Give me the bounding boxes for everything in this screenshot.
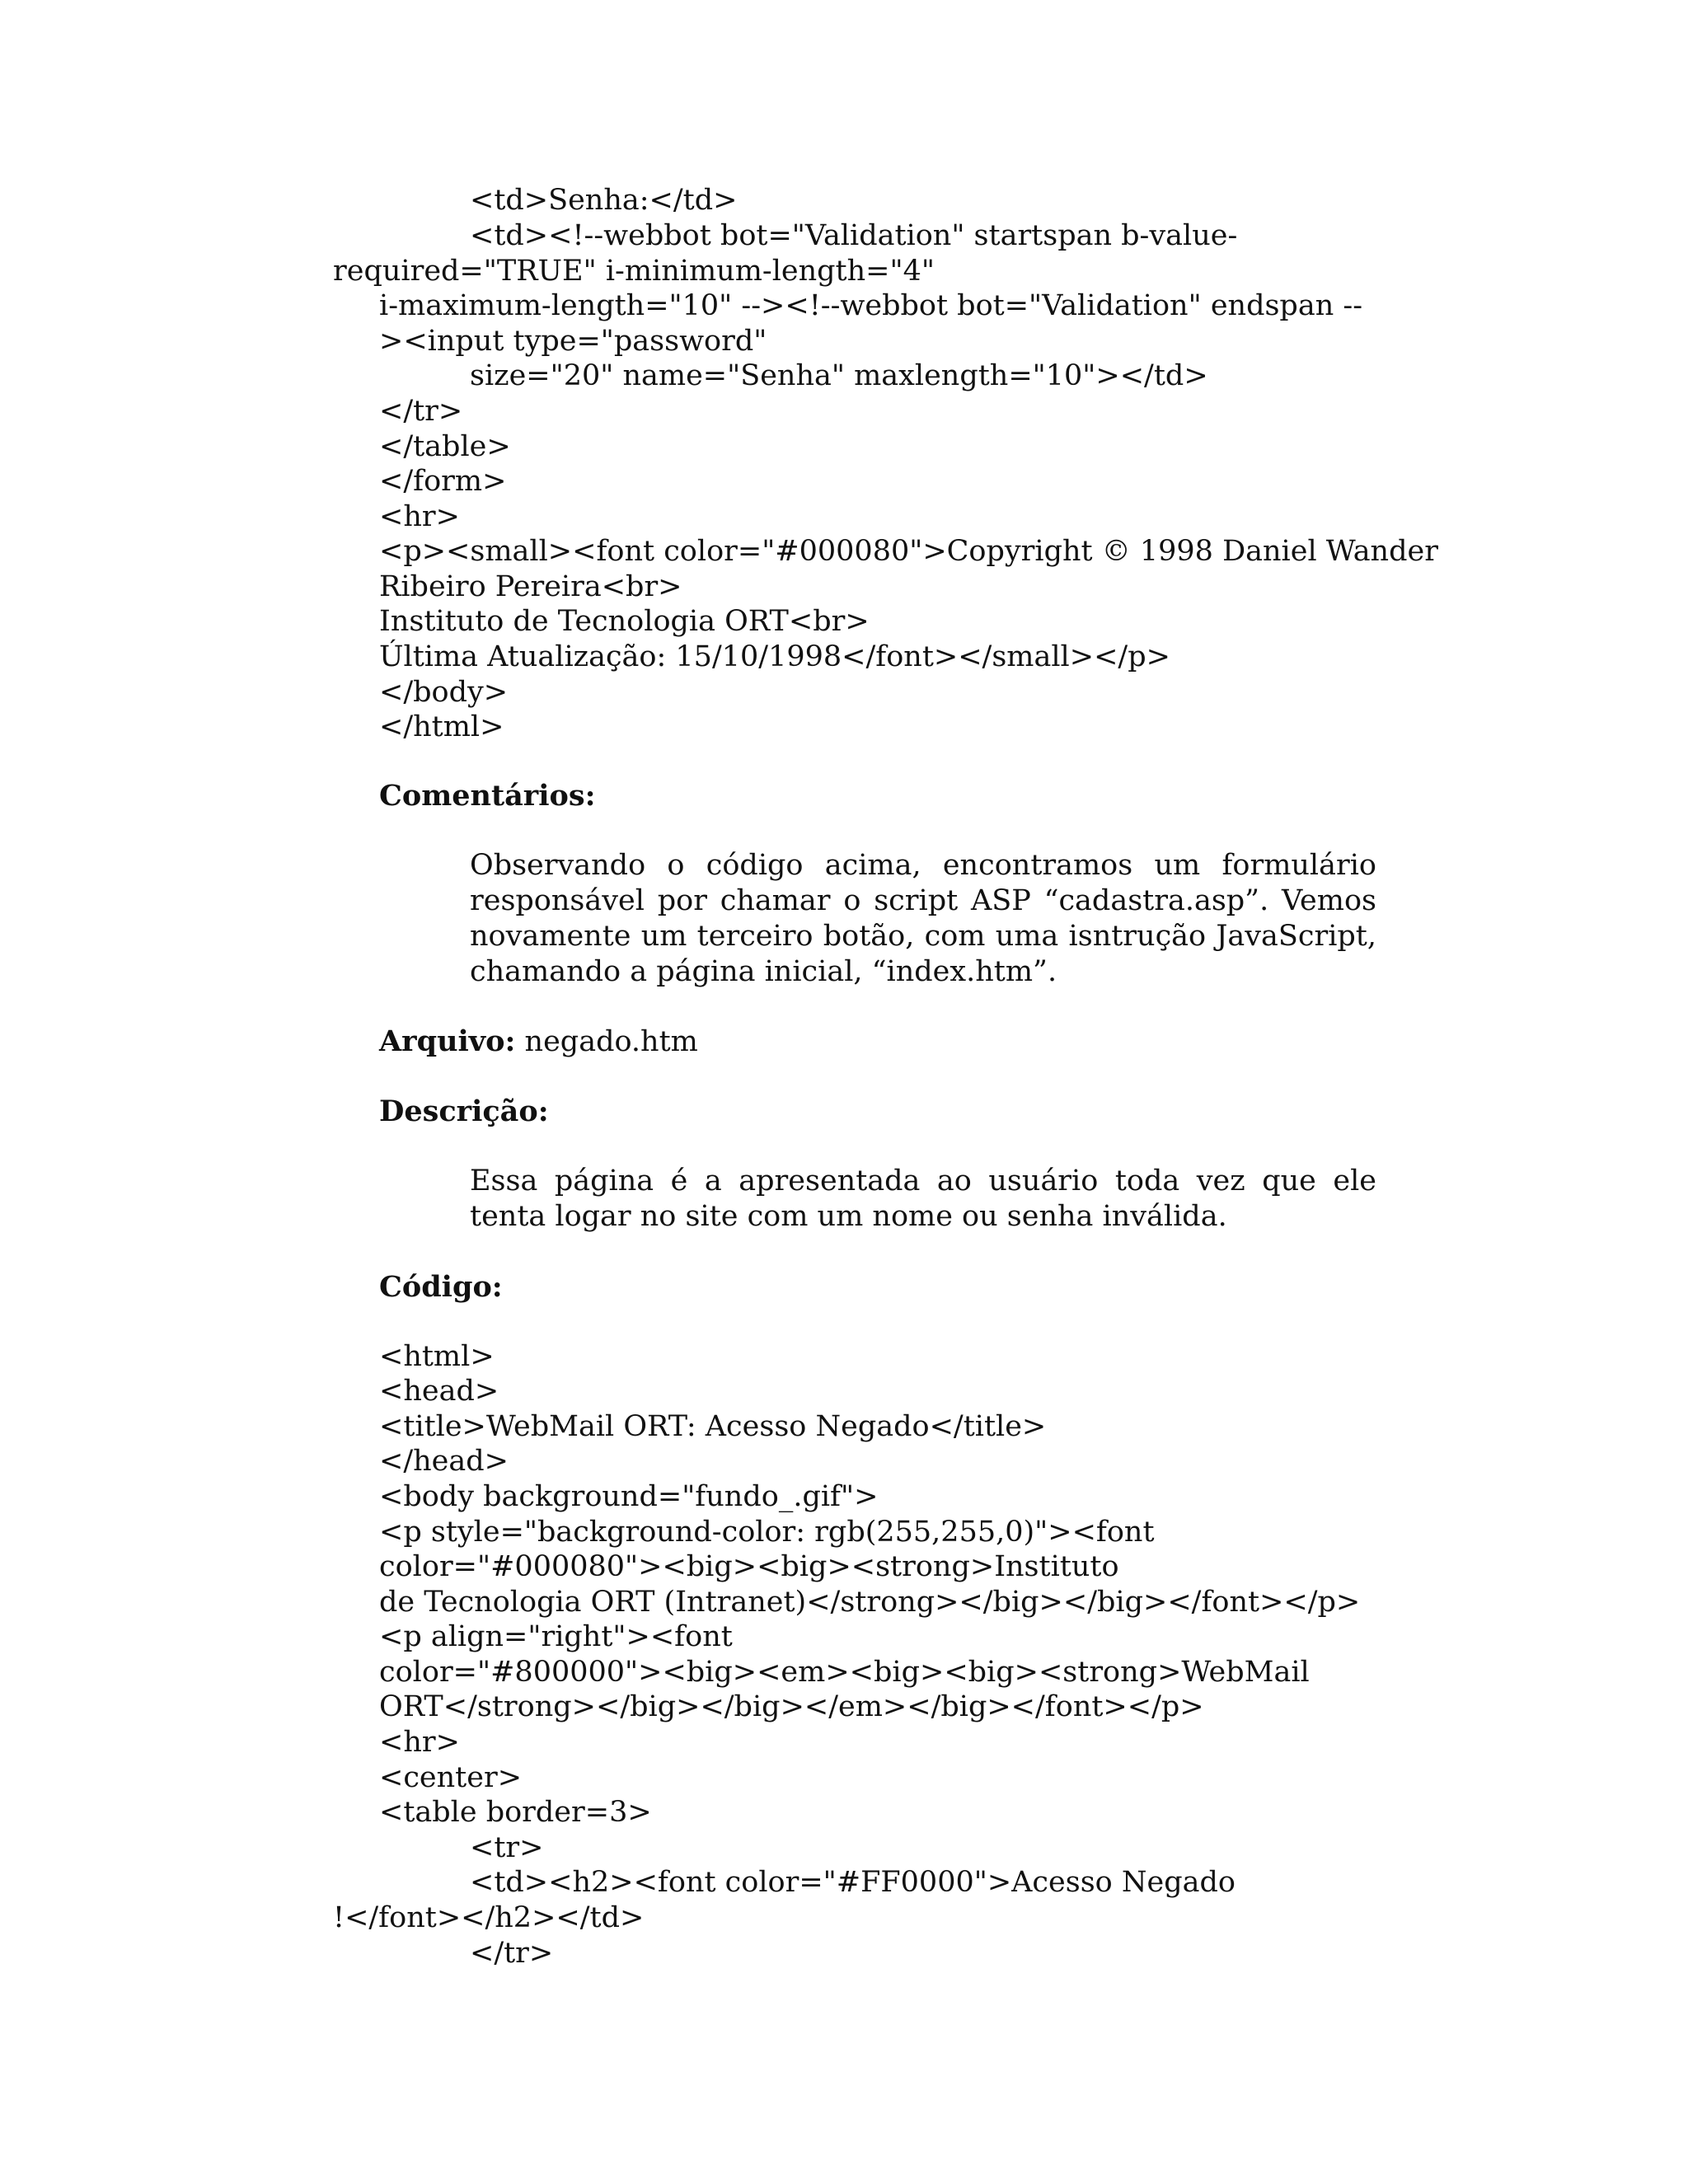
code-line: <table border=3> xyxy=(379,1796,652,1829)
code-line: <hr> xyxy=(379,500,460,533)
comentarios-paragraph: Observando o código acima, encontramos um formulário responsável por chamar o script ASP “cadastra.asp”. Vemos novamente um terceiro botão, com uma isntrução JavaScript, chamando a página inicial, “index.htm”. xyxy=(470,849,1376,988)
code-line: <td><h2><font color="#FF0000">Acesso Negado xyxy=(470,1866,1236,1899)
arquivo-line xyxy=(379,1024,698,1060)
code-line: <hr> xyxy=(379,1726,460,1759)
arquivo-value: negado.htm xyxy=(515,1025,698,1058)
code-line: </table> xyxy=(379,430,511,463)
code-line: <center> xyxy=(379,1761,523,1794)
code-line: color="#000080"><big><big><strong>Instituto xyxy=(379,1550,1119,1583)
code-line: </html> xyxy=(379,710,504,743)
code-line: i-maximum-length="10" --><!--webbot bot="Validation" endspan -- xyxy=(379,289,1363,322)
comentarios-heading: Comentários: xyxy=(379,779,596,813)
code-line: ORT</strong></big></big></em></big></font></p> xyxy=(379,1690,1204,1723)
code-line: </tr> xyxy=(379,395,463,428)
code-line: ><input type="password" xyxy=(379,325,767,358)
arquivo-label: Arquivo: xyxy=(379,1024,516,1058)
code-line: <head> xyxy=(379,1375,499,1408)
code-line: <td><!--webbot bot="Validation" startspan b-value- xyxy=(470,219,1238,252)
code-line: </tr> xyxy=(470,1937,554,1970)
code-line: <title>WebMail ORT: Acesso Negado</title> xyxy=(379,1410,1047,1443)
code-line: </head> xyxy=(379,1445,509,1478)
descricao-heading: Descrição: xyxy=(379,1094,549,1128)
code-line: <body background="fundo_.gif"> xyxy=(379,1480,879,1513)
code-line: <html> xyxy=(379,1340,495,1373)
code-line: color="#800000"><big><em><big><big><strong>WebMail xyxy=(379,1656,1310,1689)
code-line: de Tecnologia ORT (Intranet)</strong></big></big></font></p> xyxy=(379,1586,1361,1619)
code-line: Ribeiro Pereira<br> xyxy=(379,570,682,603)
code-line: <td>Senha:</td> xyxy=(470,184,738,217)
code-line: required="TRUE" i-minimum-length="4" xyxy=(333,255,935,288)
code-line: <p><small><font color="#000080">Copyright © 1998 Daniel Wander xyxy=(379,535,1438,568)
code-line: </form> xyxy=(379,465,507,498)
codigo-heading: Código: xyxy=(379,1270,503,1304)
code-line: Instituto de Tecnologia ORT<br> xyxy=(379,605,870,638)
code-line: </body> xyxy=(379,676,509,709)
code-line: <p align="right"><font xyxy=(379,1620,733,1653)
code-line: Última Atualização: 15/10/1998</font></small></p> xyxy=(379,640,1170,673)
descricao-paragraph: Essa página é a apresentada ao usuário toda vez que ele tenta logar no site com um nome ou senha inválida. xyxy=(470,1165,1376,1233)
code-line: <p style="background-color: rgb(255,255,0)"><font xyxy=(379,1516,1155,1549)
code-line: !</font></h2></td> xyxy=(333,1901,645,1934)
code-line: size="20" name="Senha" maxlength="10"></td> xyxy=(470,359,1208,392)
code-line: <tr> xyxy=(470,1831,544,1864)
